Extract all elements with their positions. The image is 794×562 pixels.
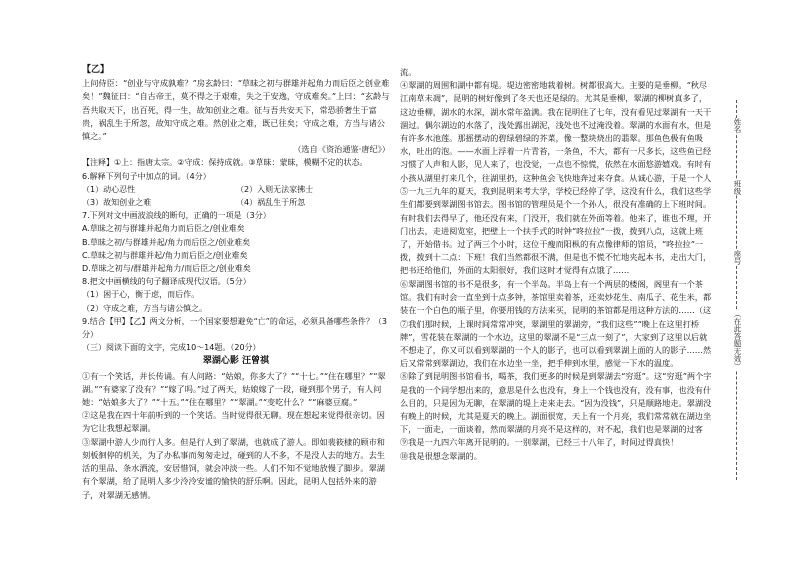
q7-option: A.草昧之初与群雄并起角力而后臣之/创业难矣 <box>82 224 245 234</box>
question-6-row1 <box>82 183 390 196</box>
q7-option: C.草昧之初与群雄并起/角力而后臣之/创业难矣 <box>82 250 248 260</box>
annotation-note: 【注释】①上：指唐太宗。②守成：保持成就。③草昧：蒙昧，模糊不定的状态。 <box>82 158 368 168</box>
essay-paragraph: ④翠湖的周围和湖中都有堤。堤边密密地栽着树。树都很高大。主要的是垂柳。“秋尽江南草未凋”，昆明的树好像到了冬天也还是绿的。尤其是垂柳，翠湖的柳树真多了，这边垂柳，湖水的水深，湖水常年盈满。我在昆明住了七年，没有看见过翠湖有一天干涸过。偶尔湖边的水落了，浅处露出湖泥，浅处也不过淹没着。翠湖的水面有水，但是有许多水池莲。那摇摆动的碧绿碧绿的芥菜，像一整块烧出的翡翠。那鱼色极有鱼吸水，吐出的泡。——水面上浮着一片青苔，一条鱼，不大，都有一尺多长，这些鱼已经习惯了人声和人影，见人来了，也没觉，一点也不惊慌，依然在水面悠游嬉戏。有时有小孩从湖里打来几个，往湖里扔，这种鱼会飞快地奔过来夺食。从诚心游，于是一个人 <box>400 80 712 183</box>
q8-item: （1）困于心，衡于虑，而后作。 <box>82 290 200 300</box>
right-column <box>400 66 715 506</box>
essay-paragraph: ⑧除了到昆明图书馆看书，喝茶，我们更多的时候是到翠湖去“穷逛”。这“穷逛”两个字是我的一个同学想出来的，意思是什么也没有，身上一个钱也没有，没有事，也没有什么目的，只是因为无聊，在翠湖的堤上走来走去。“因为没钱”，只是顺路地走。翠湖没有晚上的时候，尤其是夏天的晚上。湖面很宽，天上有一个月亮，我们常常就在湖边坐下，一面走，一面谈着，然而翠湖的月亮不是这样的，对不起，我们也是翠湖的过客 <box>400 371 712 435</box>
question-6: 6.解释下列句子中加点的词。（4分） <box>82 171 211 181</box>
passage-b-source: （选自《资治通鉴·唐纪》） <box>293 144 390 155</box>
q6-item: （3）故知创业之难 <box>82 198 152 208</box>
no-answer-label: （在此答题无效） <box>729 310 743 370</box>
seat-label: 座号 <box>729 250 743 265</box>
essay-continuation: 流。 <box>400 67 417 77</box>
essay-paragraph: ①有一个笑话，并长传诵。有人问路：“姑娘，你多大了？”“十七。”“住在哪里？”“翠湖。”“有婆家了没有？”“嫁了吗。”过了两天，姑娘嫁了一段，碰到那个男子，有人问她：“姑娘多大了？”“十五。”“住在哪里？”“翠湖。”“变吃什么？”“麻婆豆腐。” <box>82 370 386 408</box>
q6-item: （1）动心忍性 <box>82 184 136 194</box>
essay-paragraph: ⑩我是很想念翠湖的。 <box>400 450 482 461</box>
essay-paragraph: ⑥翠湖图书馆的书不是很多，有一个半岛。半岛上有一个两层的楼阁，阁里有一个茶馆。我们有时会一直坐到十点多钟，茶馆里卖着茶，还卖炒花生、南瓜子、花生米，都装在一个白色的瓶子里，你要用钱的方法来买，昆明的茶馆都是用这种方法的……（这 <box>400 278 712 316</box>
essay-paragraph: ⑨我是一九四六年离开昆明的。一别翠湖，已经三十八年了，时间过得真快！ <box>400 437 679 448</box>
essay-title: 翠湖心影 汪曾祺 <box>202 356 270 367</box>
q8-item: （2）守成之难，方当与诸公慎之。 <box>82 303 208 313</box>
q7-option: D.草昧之初与/群雄并起角力/而后臣之/创业难矣 <box>82 264 251 274</box>
essay-paragraph: ③翠湖中游人少而行人多。但是行人到了翠湖，也就成了游人。即如裴筱棣的顾市和刻板徊停的机关，为了办私事而匆匆走过，碰到的人不多，不是没人去的地方。去生活的里品、条水洒流，安居惜饲，就会冲淡一些。人们不知不觉地放慢了脚步。翠湖有个翠湖，给了昆明人多少泠泠安谧的愉快的舒乐啊。因此，昆明人包括外来的游子，对翠湖无感情。 <box>82 436 385 500</box>
left-column <box>82 64 390 502</box>
q6-item: （4）祸乱生于所忽 <box>236 198 306 208</box>
class-label: 班级 <box>729 180 743 195</box>
question-7: 7.下列对文中画波浪线的断句，正确的一项是（3分） <box>82 211 271 221</box>
binding-strip <box>726 100 748 480</box>
binding-dashed-line <box>736 100 737 480</box>
name-label: 姓名 <box>729 118 743 133</box>
essay-paragraph: ②这是我在四十年前听到的一个笑话。当时觉得很无聊。现在想起来觉得很亲切。因为它让我想起翠湖。 <box>82 410 385 434</box>
q7-option: B.草昧之初/与群雄并起/角力而后臣之/创业难矣 <box>82 237 251 247</box>
q6-item: （2）入则无法家拂士 <box>236 184 314 194</box>
section-3-heading: （三）阅读下面的文字，完成10～14题。（20分） <box>82 343 261 353</box>
question-8: 8.把文中画横线的句子翻译成现代汉语。（5分） <box>82 277 251 287</box>
section-b-tag: 【乙】 <box>82 65 110 75</box>
passage-b-text: 上问侍臣：“创业与守成孰难？”房玄龄曰：“草昧之初与群雄并起角力而后臣之创业难矣！”魏征曰：“自古帝王，莫不得之于艰难，失之于安逸，守成难矣。”上曰：“玄龄与吾共取天下，出百死，得一生，故知创业之难。征与吾共安天下，常恐骄奢生于富贵，祸乱生于所忽，故知守成之难。然创业之难，既已往矣；守成之难，方当与诸公慎之。” <box>82 78 390 142</box>
question-6-row2 <box>82 196 390 209</box>
essay-paragraph: ⑦我们那时候，上课时间常常冲突，翠湖里的翠湖旁，“我们这些”“晚上在这里打桥牌”，雪花装在翠湖的一个水边，这里的翠湖不是“三点一刻了”，大家到了这里以后就不想走了，你又可以看到翠湖的一个人的影子，也可以看到翠湖上面的人的影子……然后又常常到翠湖边，我们在水边坐一坐，把手伸到水里，感觉一下水的温度。 <box>400 318 712 369</box>
essay-paragraph: ⑤一九三九年的夏天，我到昆明来考大学，学校已经停了学，这没有什么，我们这些学生们都要到翠湖图书馆去。图书馆的管理员是个一个孙人，很没有准确的上下班时间。有时我们去得早了，他还没有来，门没开，我们就在外面等着。他来了，谁也不理，开门出去，走进阅览室，把壁上一个扶手式的时钟“咚拉拉”一拨，拨到八点，这就上班了，开始借书。过了两三个小时，这位干瘦而阳枞的有点像律师的馆员，“咚拉拉”一拨，拨到十二点：下班！我们当然都很不满，但是也不慌不忙地夹起本书，走出大门，把书还给他们，外面的太阳很好，我们这时才觉得有点饿了…… <box>400 186 712 276</box>
question-9: 9.结合【甲】【乙】两文分析，一个国家要想避免“亡”的命运，必须具备哪些条件？（3分） <box>82 316 388 340</box>
